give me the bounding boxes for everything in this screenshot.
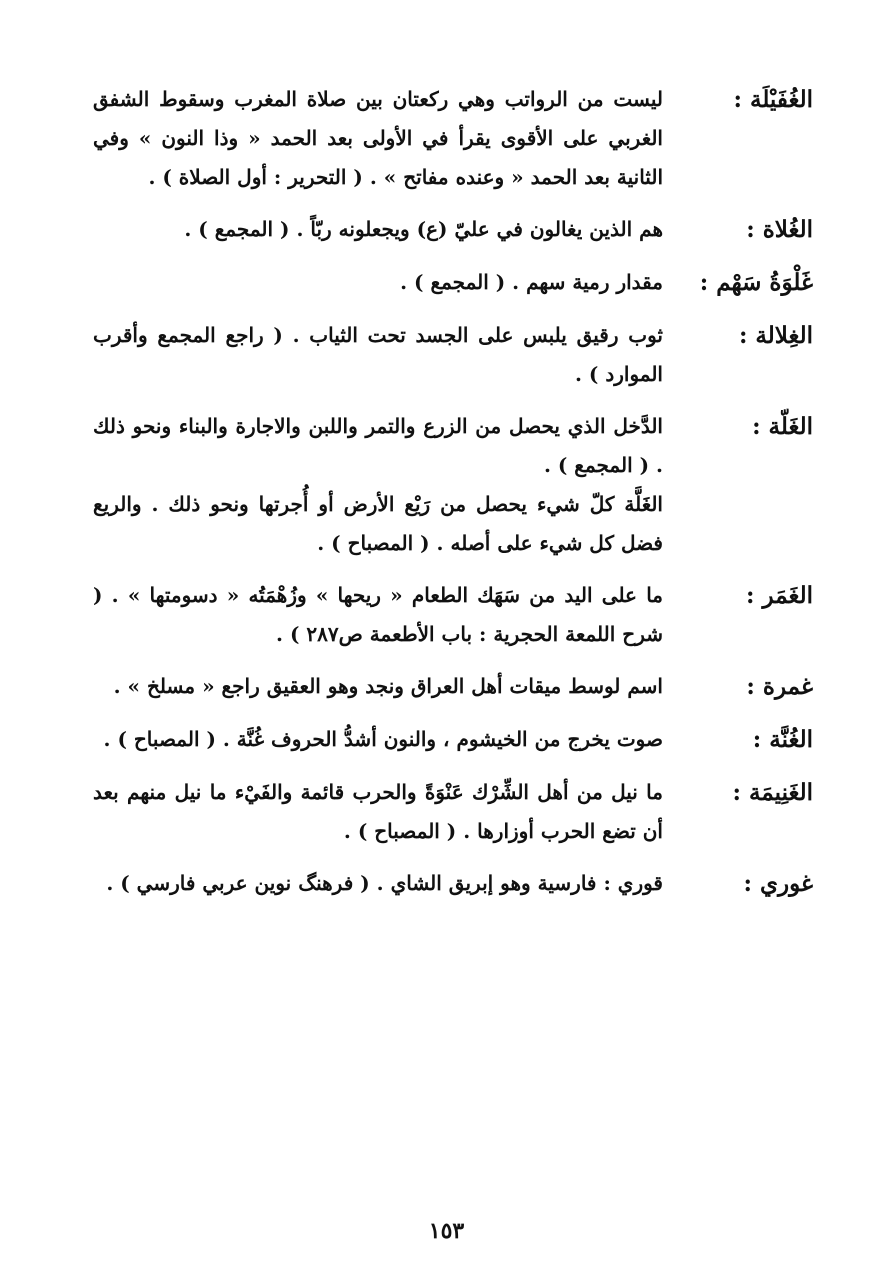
entry-term: غَلْوَةُ سَهْم : [699,269,813,296]
definition-paragraph: صوت يخرج من الخيشوم ، والنون أشدُّ الحروف غُنَّة . ( المصباح ) . [103,727,663,751]
entry-definition [93,316,663,394]
entry-ghufaylah [93,80,813,197]
definition-paragraph: ثوب رقيق يلبس على الجسد تحت الثياب . ( راجع المجمع وأقرب الموارد ) . [93,323,663,386]
entry-term: الغَلّة : [752,413,813,440]
definition-paragraph: هم الذين يغالون في عليّ (ع) ويجعلونه ربّاً . ( المجمع ) . [184,217,663,241]
entry-definition [93,864,663,903]
definition-paragraph: اسم لوسط ميقات أهل العراق ونجد وهو العقيق راجع « مسلخ » . [113,674,663,698]
entry-definition [93,576,663,654]
entry-term: غوري : [743,870,813,897]
definition-paragraph: الغَلَّة كلّ شيء يحصل من رَيْع الأرض أو أُجرتها ونحو ذلك . والريع فضل كل شيء على أصله . ( المصباح ) . [93,492,663,555]
entry-definition [93,720,663,759]
entry-term: الغِلالة : [738,322,813,349]
entry-ghamrah [93,667,813,707]
entry-ghuri [93,864,813,904]
entry-ghanimah [93,773,813,851]
definition-paragraph: ما على اليد من سَهَك الطعام « ريحها » وزُهْمَتُه « دسومتها » . ( شرح اللمعة الحجرية : باب الأطعمة ص٢٨٧ ) . [93,583,663,646]
entry-term: الغُفَيْلَة : [733,86,813,113]
definition-paragraph: ليست من الرواتب وهي ركعتان بين صلاة المغرب وسقوط الشفق الغربي على الأقوى يقرأ في الأولى بعد الحمد « وذا النون » وفي الثانية بعد الحمد « وعنده مفاتح » . ( التحرير : أول الصلاة ) . [93,87,663,189]
entry-term: الغُلاة : [746,216,813,243]
entry-definition [93,773,663,851]
entry-term: الغَمَر : [746,582,813,609]
entry-definition [93,407,663,563]
entry-definition [93,210,663,249]
definition-paragraph: الدَّخل الذي يحصل من الزرع والتمر واللبن والاجارة والبناء ونحو ذلك . ( المجمع ) . [93,414,663,477]
entry-ghulat [93,210,813,250]
entry-ghamar [93,576,813,654]
entry-ghunnah [93,720,813,760]
entry-definition [93,667,663,706]
definition-paragraph: ما نيل من أهل الشِّرْك عَنْوَةً والحرب قائمة والفَيْء ما نيل منهم بعد أن تضع الحرب أوزارها . ( المصباح ) . [93,780,663,843]
definition-paragraph: مقدار رمية سهم . ( المجمع ) . [400,270,663,294]
entry-term: غمرة : [746,673,813,700]
definition-paragraph: قوري : فارسية وهو إبريق الشاي . ( فرهنگ نوين عربي فارسي ) . [106,871,663,895]
entry-definition [93,263,663,302]
glossary-page [93,80,813,917]
entry-ghalwat-sahm [93,263,813,303]
entry-definition [93,80,663,197]
entry-term: الغَنِيمَة : [732,779,813,806]
entry-term: الغُنَّة : [752,726,813,753]
page-number: ١٥٣ [428,1218,465,1244]
entry-ghilalah [93,316,813,394]
entry-ghallah [93,407,813,563]
